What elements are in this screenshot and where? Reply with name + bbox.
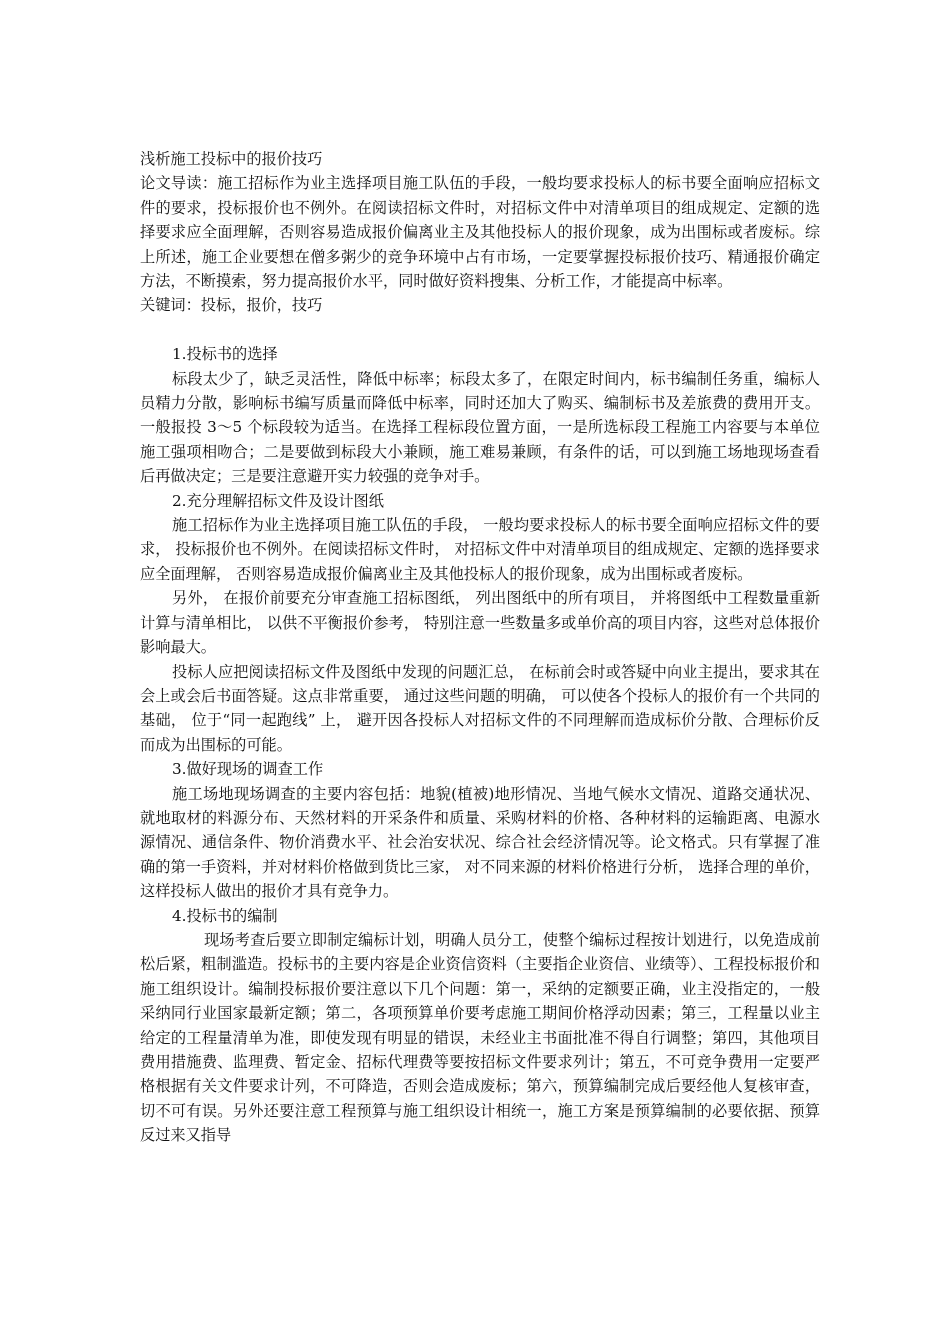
section-heading: 2.充分理解招标文件及设计图纸 [172, 491, 384, 510]
body-paragraph: 现场考查后要立即制定编标计划，明确人员分工，使整个编标过程按计划进行，以免造成前松后紧，粗制滥造。投标书的主要内容是企业资信资料（主要指企业资信、业绩等）、工程投标报价和施工组织设计。编制投标报价要注意以下几个问题：第一，采纳的定额要正确，业主没指定的，一般采纳同行业国家最新定额；第二，各项预算单价要考虑施工期间价格浮动因素；第三，工程量以业主给定的工程量清单为准，即使发现有明显的错误，未经业主书面批准不得自行调整；第四，其他项目费用措施费、监理费、暂定金、招标代理费等要按招标文件要求列计；第五，不可竞争费用一定要严格根据有关文件要求计列，不可降造，否则会造成废标；第六，预算编制完成后要经他人复核审查，切不可有误。另外还要注意工程预算与施工组织设计相统一，施工方案是预算编制的必要依据、预算反过来又指导 [140, 930, 820, 1145]
keywords-line: 关键词：投标，报价，技巧 [140, 296, 323, 315]
document-title: 浅析施工投标中的报价技巧 [140, 150, 323, 168]
section-spacer [140, 318, 820, 342]
section-heading: 1.投标书的选择 [172, 345, 278, 364]
document-page [140, 147, 820, 1148]
body-paragraph: 投标人应把阅读招标文件及图纸中发现的问题汇总， 在标前会时或答疑中向业主提出，要求其在会上或会后书面答疑。这点非常重要， 通过这些问题的明确， 可以使各个投标人的报价有一个共同的基础， 位于“同一起跑线” 上， 避开因各投标人对招标文件的不同理解而造成标价分散、合理标价反而成为出围标的可能。 [140, 662, 820, 754]
body-paragraph: 另外， 在报价前要充分审查施工招标图纸， 列出图纸中的所有项目， 并将图纸中工程数量重新计算与清单相比， 以供不平衡报价参考， 特别注意一些数量多或单价高的项目内容，这些对总体报价影响最大。 [140, 589, 820, 657]
section-heading: 3.做好现场的调查工作 [172, 760, 324, 779]
body-paragraph: 标段太少了，缺乏灵活性，降低中标率；标段太多了，在限定时间内，标书编制任务重，编标人员精力分散，影响标书编写质量而降低中标率，同时还加大了购买、编制标书及差旅费的费用开支。一般报投 3～5 个标段较为适当。在选择工程标段位置方面，一是所选标段工程施工内容要与本单位施工强项相吻合；二是要做到标段大小兼顾，施工难易兼顾，有条件的话，可以到施工场地现场查看后再做决定；三是要注意避开实力较强的竞争对手。 [140, 369, 820, 486]
body-paragraph: 施工招标作为业主选择项目施工队伍的手段， 一般均要求投标人的标书要全面响应招标文件的要求， 投标报价也不例外。在阅读招标文件时， 对招标文件中对清单项目的组成规定、定额的选择要求应全面理解， 否则容易造成报价偏离业主及其他投标人的报价现象，成为出围标或者废标。 [140, 516, 820, 583]
section-heading: 4.投标书的编制 [172, 906, 278, 925]
body-paragraph: 施工场地现场调查的主要内容包括：地貌(植被)地形情况、当地气候水文情况、道路交通状况、就地取材的料源分布、天然材料的开采条件和质量、采购材料的价格、各种材料的运输距离、电源水源情况、通信条件、物价消费水平、社会治安状况、综合社会经济情况等。论文格式。只有掌握了准确的第一手资料，并对材料价格做到货比三家， 对不同来源的材料价格进行分析， 选择合理的单价，这样投标人做出的报价才具有竞争力。 [140, 784, 820, 901]
abstract-paragraph: 论文导读：施工招标作为业主选择项目施工队伍的手段，一般均要求投标人的标书要全面响应招标文件的要求，投标报价也不例外。在阅读招标文件时，对招标文件中对清单项目的组成规定、定额的选择要求应全面理解，否则容易造成报价偏离业主及其他投标人的报价现象，成为出围标或者废标。综上所述，施工企业要想在僧多粥少的竞争环境中占有市场，一定要掌握投标报价技巧、精通报价确定方法，不断摸索，努力提高报价水平，同时做好资料搜集、分析工作，才能提高中标率。 [140, 174, 820, 291]
